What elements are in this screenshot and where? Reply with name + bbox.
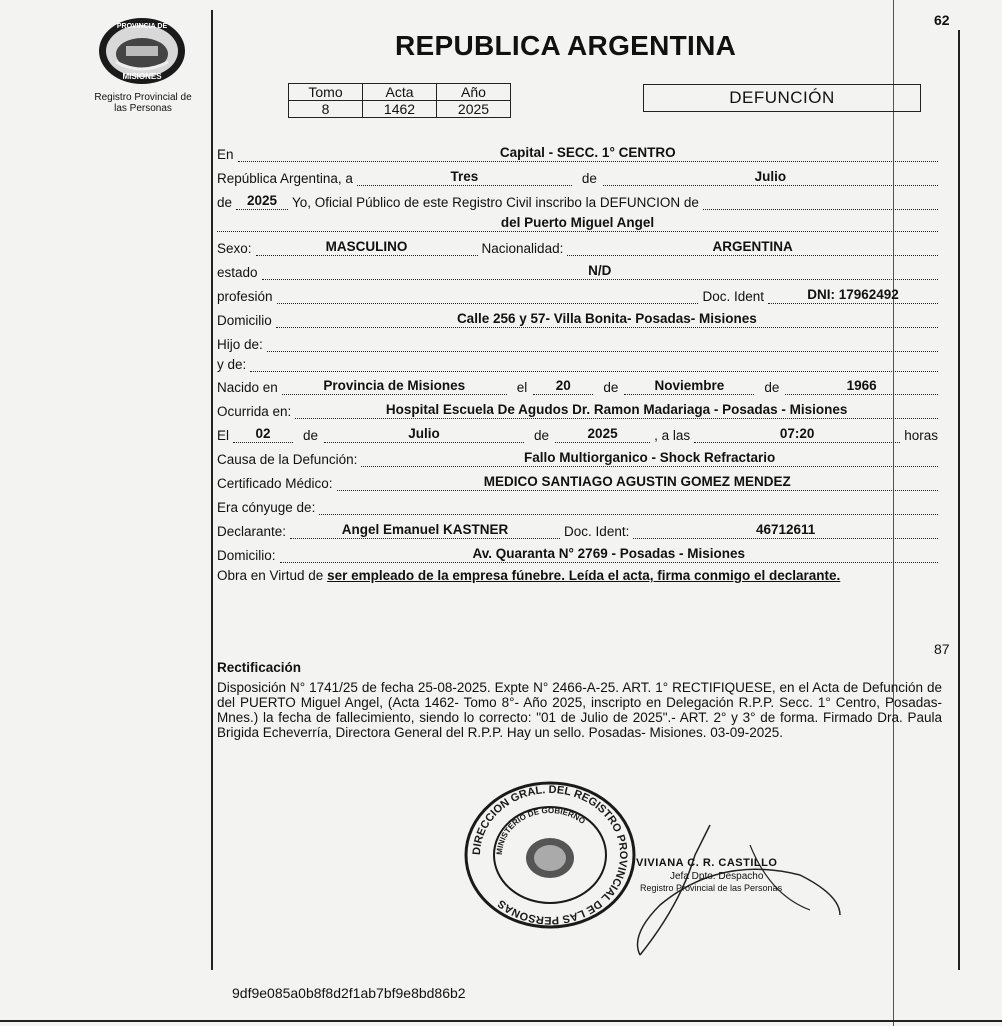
el-label: el xyxy=(516,380,528,395)
row-domicilio xyxy=(217,308,942,328)
en-value: Capital - SECC. 1° CENTRO xyxy=(238,145,938,162)
anio-value: 2025 xyxy=(236,193,288,210)
domicilio-value: Calle 256 y 57- Villa Bonita- Posadas- Misiones xyxy=(276,311,938,328)
sexo-label: Sexo: xyxy=(217,241,252,256)
doc2-value: 46712611 xyxy=(633,522,938,539)
profesion-value xyxy=(277,302,699,304)
row-hijo xyxy=(217,332,942,352)
de-label-3: de xyxy=(303,428,319,443)
conyuge-label: Era cónyuge de: xyxy=(217,500,316,515)
row-muerte xyxy=(217,423,942,443)
stamp-inner-text: MINISTERIO DE GOBIERNO xyxy=(494,805,587,856)
tomo-value: 8 xyxy=(289,101,363,118)
nacido-anio-value: 1966 xyxy=(785,378,938,395)
row-yde xyxy=(217,352,942,372)
signatory-role: Jefa Dpto. Despacho xyxy=(670,871,764,882)
stamp-outer-text: DIRECCION GRAL. DEL REGISTRO PROVINCIAL DE LAS PERSONAS xyxy=(470,783,630,927)
row-profesion xyxy=(217,284,942,304)
row-estado xyxy=(217,260,942,280)
signatory-name: VIVIANA C. R. CASTILLO xyxy=(636,857,778,869)
domicilio-label: Domicilio xyxy=(217,313,272,328)
muerte-mes-value: Julio xyxy=(324,426,524,443)
rectificacion-title: Rectificación xyxy=(217,660,302,675)
obra-paragraph xyxy=(217,567,942,584)
hijo-label: Hijo de: xyxy=(217,337,263,352)
declarante-label: Declarante: xyxy=(217,524,287,539)
el2-label: El xyxy=(217,428,230,443)
row-certificado xyxy=(217,471,942,491)
bottom-edge-line xyxy=(0,1020,1002,1022)
muerte-anio-value: 2025 xyxy=(555,426,650,443)
mes-value: Julio xyxy=(603,169,938,186)
row-inscribo xyxy=(217,190,942,210)
doc-label: Doc. Ident xyxy=(702,289,764,304)
row-nacido xyxy=(217,375,942,395)
nacionalidad-value: ARGENTINA xyxy=(567,239,938,256)
row-sexo xyxy=(217,236,942,256)
conyuge-value xyxy=(319,513,938,515)
document-hash: 9df9e085a0b8f8d2f1ab7bf9e8bd86b2 xyxy=(232,985,466,1001)
domicilio2-value: Av. Quaranta N° 2769 - Posadas - Misiones xyxy=(280,546,938,563)
yde-label: y de: xyxy=(217,357,247,372)
page-title: REPUBLICA ARGENTINA xyxy=(395,30,737,61)
inscribo-text: Yo, Oficial Público de este Registro Civil inscribo la DEFUNCION de xyxy=(292,195,699,210)
registration-header-row xyxy=(289,84,511,101)
signatory-org: Registro Provincial de las Personas xyxy=(640,883,783,893)
ocurrida-label: Ocurrida en: xyxy=(217,404,292,419)
nacido-lugar-value: Provincia de Misiones xyxy=(282,378,507,395)
de-label-4: de xyxy=(534,428,550,443)
de-label-1: de xyxy=(581,171,597,186)
document-type-box: DEFUNCIÓN xyxy=(643,84,921,112)
rectificacion-page-number: 87 xyxy=(934,641,950,657)
doc-value: DNI: 17962492 xyxy=(768,287,938,304)
profesion-label: profesión xyxy=(217,289,273,304)
row-conyuge xyxy=(217,495,942,515)
obra-text: ser empleado de la empresa fúnebre. Leída el acta, firma conmigo el declarante. xyxy=(327,568,841,583)
provincia-misiones-logo xyxy=(96,16,188,86)
certificado-value: MEDICO SANTIAGO AGUSTIN GOMEZ MENDEZ xyxy=(337,474,938,491)
en-label: En xyxy=(217,147,234,162)
registry-label xyxy=(76,92,210,114)
right-margin-line xyxy=(958,30,960,970)
hora-value: 07:20 xyxy=(694,426,900,443)
nacionalidad-label: Nacionalidad: xyxy=(481,241,564,256)
causa-value: Fallo Multiorganico - Shock Refractario xyxy=(361,450,938,467)
fecha-label: República Argentina, a xyxy=(217,171,353,186)
nacido-label: Nacido en xyxy=(217,380,278,395)
dia-value: Tres xyxy=(357,169,572,186)
estado-value: N/D xyxy=(262,263,938,280)
row-domicilio2 xyxy=(217,543,942,563)
page-number: 62 xyxy=(934,12,950,28)
row-fecha xyxy=(217,166,942,186)
doc2-label: Doc. Ident: xyxy=(564,524,630,539)
de-label-2: de xyxy=(217,195,233,210)
inscribo-blank xyxy=(703,208,938,210)
declarante-value: Angel Emanuel KASTNER xyxy=(290,522,560,539)
alas-label: , a las xyxy=(654,428,691,443)
anio-value: 2025 xyxy=(437,101,511,118)
horas-label: horas xyxy=(904,428,938,443)
domicilio2-label: Domicilio: xyxy=(217,548,276,563)
nacido-mes-value: Noviembre xyxy=(624,378,754,395)
registration-table xyxy=(288,83,511,118)
nombre-value: del Puerto Miguel Angel xyxy=(217,215,938,232)
row-causa xyxy=(217,447,942,467)
certificado-label: Certificado Médico: xyxy=(217,476,333,491)
de-label-nacido-1: de xyxy=(603,380,619,395)
de-label-nacido-2: de xyxy=(764,380,780,395)
ocurrida-value: Hospital Escuela De Agudos Dr. Ramon Madariaga - Posadas - Misiones xyxy=(295,402,938,419)
row-nombre xyxy=(217,212,942,232)
acta-value: 1462 xyxy=(363,101,437,118)
left-margin-line xyxy=(211,10,213,970)
nacido-dia-value: 20 xyxy=(533,378,593,395)
row-ocurrida xyxy=(217,399,942,419)
estado-label: estado xyxy=(217,265,258,280)
sexo-value: MASCULINO xyxy=(256,239,478,256)
registry-label-line2: las Personas xyxy=(114,103,172,114)
obra-label: Obra en Virtud de xyxy=(217,568,324,583)
row-declarante xyxy=(217,519,942,539)
row-en xyxy=(217,142,942,162)
registration-value-row xyxy=(289,101,511,118)
registry-label-line1: Registro Provincial de xyxy=(94,92,192,103)
rectificacion-body: Disposición N° 1741/25 de fecha 25-08-2025. Expte N° 2466-A-25. ART. 1° RECTIFIQUESE, en el Acta de Defunción de del PUERTO Miguel Angel, (Acta 1462- Tomo 8°- Año 2025, inscripto en Delegación R.P.P. Secc. 1° Centro, Posadas- Mnes.) la fecha de fallecimiento, siendo lo correcto: "01 de Julio de 2025".- ART. 2° y 3° de forma. Firmado Dra. Paula Brigida Echeverría, Directora General del R.P.P. Hay un sello. Posadas- Misiones. 03-09-2025. xyxy=(217,680,942,740)
logo-text-top: PROVINCIA DE xyxy=(116,23,168,30)
tomo-header: Tomo xyxy=(289,84,363,101)
anio-header: Año xyxy=(437,84,511,101)
acta-header: Acta xyxy=(363,84,437,101)
causa-label: Causa de la Defunción: xyxy=(217,452,358,467)
muerte-dia-value: 02 xyxy=(233,426,293,443)
yde-value xyxy=(250,370,938,372)
logo-text-bottom: MISIONES xyxy=(122,72,162,81)
